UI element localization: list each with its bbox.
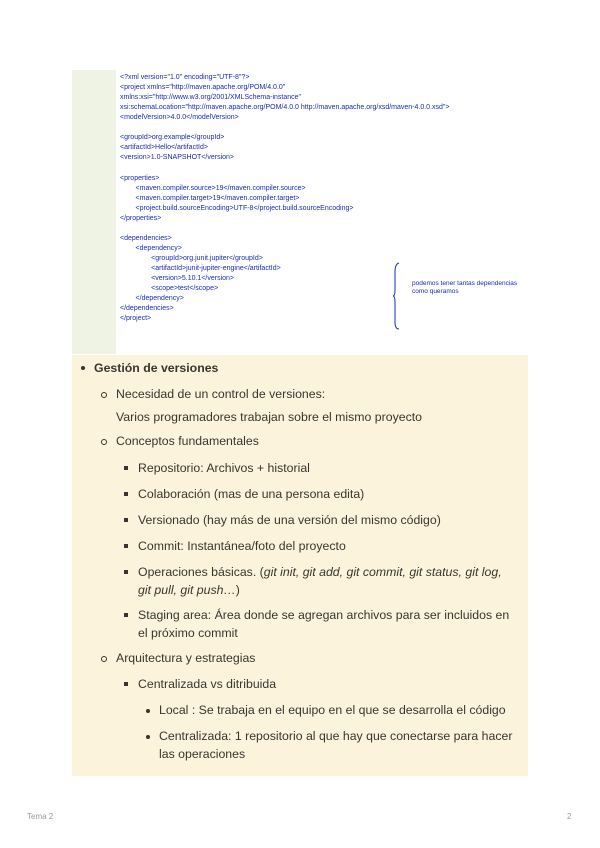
footer-title: Tema 2 (27, 812, 54, 821)
code-line: <maven.compiler.source>19</maven.compiler.source> (120, 185, 306, 192)
bullet-square-icon (124, 492, 128, 496)
code-line: xmlns:xsi="http://www.w3.org/2001/XMLSchema-instance" (120, 94, 302, 101)
code-line: </dependency> (120, 295, 184, 302)
code-line: <version>1.0-SNAPSHOT</version> (120, 154, 234, 161)
list-item: Necesidad de un control de versiones: (116, 387, 326, 401)
code-line: <version>5.10.1</version> (120, 275, 235, 282)
bullet-square-icon (124, 682, 128, 686)
code-line: xsi:schemaLocation="http://maven.apache.org/POM/4.0.0 http://maven.apache.org/xsd/maven-4.0.0.xsd"> (120, 104, 450, 111)
bullet-disc-icon (146, 735, 150, 739)
list-item: Commit: Instantánea/foto del proyecto (138, 539, 346, 553)
code-line: <?xml version="1.0" encoding="UTF-8"?> (120, 74, 250, 81)
bullet-circle-icon (101, 392, 107, 398)
curly-brace-annotation (393, 262, 401, 330)
code-line: </properties> (120, 215, 162, 222)
list-item-cont: las operaciones (159, 747, 246, 761)
list-item: Repositorio: Archivos + historial (138, 461, 310, 475)
bullet-square-icon (124, 518, 128, 522)
list-item: Colaboración (mas de una persona edita) (138, 487, 365, 501)
bullet-square-icon (124, 544, 128, 548)
code-line: <project xmlns="http://maven.apache.org/POM/4.0.0" (120, 84, 286, 91)
bullet-square-icon (124, 466, 128, 470)
code-line: <groupId>org.junit.jupiter</groupId> (120, 255, 263, 262)
page-number: 2 (567, 812, 572, 821)
code-block (120, 70, 528, 354)
code-line: </project> (120, 315, 152, 322)
code-line: <scope>test</scope> (120, 285, 219, 292)
list-item: Arquitectura y estrategias (116, 651, 256, 665)
list-item: Conceptos fundamentales (116, 434, 259, 448)
bullet-disc-icon (81, 366, 85, 370)
bullet-circle-icon (101, 439, 107, 445)
code-line: <dependency> (120, 245, 182, 252)
list-item: Operaciones básicas. (git init, git add, git commit, git status, git log, (138, 565, 502, 579)
code-gutter (72, 70, 116, 354)
bullet-square-icon (124, 613, 128, 617)
list-item: Local : Se trabaja en el equipo en el que se desarrolla el código (159, 703, 506, 717)
list-item: Staging area: Área donde se agregan archivos para ser incluidos en (138, 608, 510, 622)
code-line: <properties> (120, 175, 160, 182)
bullet-circle-icon (101, 656, 107, 662)
list-item-cont: git pull, git push…) (138, 583, 240, 597)
bullet-square-icon (124, 570, 128, 574)
pom-xml-screenshot (72, 70, 528, 354)
notes-callout (72, 355, 528, 776)
list-item-cont: el próximo commit (138, 626, 238, 640)
list-item-text: Varios programadores trabajan sobre el mismo proyecto (116, 410, 422, 424)
bullet-disc-icon (146, 709, 150, 713)
list-item: Centralizada: 1 repositorio al que hay que conectarse para hacer (159, 729, 513, 743)
code-line: <artifactId>Hello</artifactId> (120, 144, 208, 151)
list-item: Centralizada vs ditribuida (138, 677, 277, 691)
code-line: <maven.compiler.target>19</maven.compiler.target> (120, 195, 300, 202)
section-heading: Gestión de versiones (94, 361, 219, 375)
code-line: <modelVersion>4.0.0</modelVersion> (120, 114, 239, 121)
code-line: <groupId>org.example</groupId> (120, 134, 225, 141)
code-line: <artifactId>junit-jupiter-engine</artifactId> (120, 265, 281, 272)
code-line: <project.build.sourceEncoding>UTF-8</project.build.sourceEncoding> (120, 205, 354, 212)
code-line: <dependencies> (120, 235, 172, 242)
code-line: </dependencies> (120, 305, 174, 312)
dependencies-annotation: podemos tener tantas dependencias como queramos (412, 280, 518, 295)
list-item: Versionado (hay más de una versión del mismo código) (138, 513, 441, 527)
